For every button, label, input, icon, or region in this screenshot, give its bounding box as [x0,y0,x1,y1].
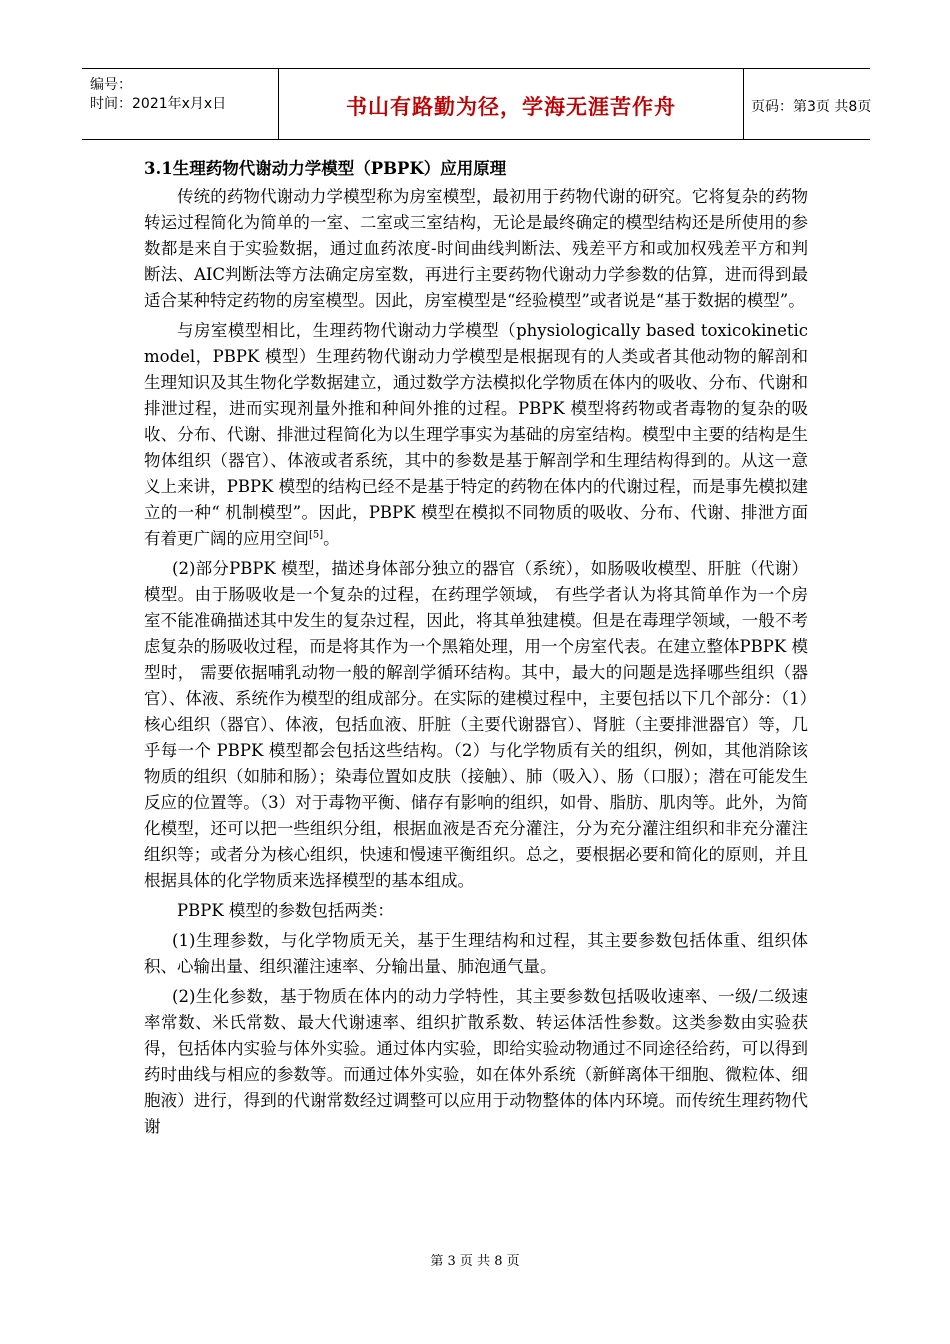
paragraph-pbpk-text: 与房室模型相比，生理药物代谢动力学模型（physiologically based toxicokinetic model，PBPK 模型）生理药物代谢动力学模型是根据现有的人类或者其他动物的解剖和生理知识及其生物化学数据建立，通过数学方法模拟化学物质在体内的吸收、分布、代谢和排泄过程，进而实现剂量外推和种间外推的过程。PBPK 模型将药物或者毒物的复杂的吸收、分布、代谢、排泄过程简化为以生理学事实为基础的房室结构。模型中主要的结构是生物体组织（器官）、体液或者系统，其中的参数是基于解剖学和生理结构得到的。从这一意义上来讲，PBPK 模型的结构已经不是基于特定的药物在体内的代谢过程，而是事先模拟建立的一种“ 机制模型”。因此，PBPK 模型在模拟不同物质的吸收、分布、代谢、排泄方面有着更广阔的应用空间 [144,321,808,548]
page-footer [0,1250,950,1269]
paragraph-parameters-intro: PBPK 模型的参数包括两类： [177,901,394,920]
paragraph-partial-pbpk: (2)部分PBPK 模型，描述身体部分独立的器官（系统），如肠吸收模型、肝脏（代谢）模型。由于肠吸收是一个复杂的过程，在药理学领域， 有些学者认为将其简单作为一个房室不能准确描述其中发生的复杂过程，因此，将其单独建模。但是在毒理学领域，一般不考虑复杂的肠吸收过程，而是将其作为一个黑箱处理，用一个房室代表。在建立整体PBPK 模型时， 需要依据哺乳动物一般的解剖学循环结构。其中，最大的问题是选择哪些组织（器官）、体液、系统作为模型的组成部分。在实际的建模过程中，主要包括以下几个部分：（1）核心组织（器官）、体液，包括血液、肝脏（主要代谢器官）、肾脏（主要排泄器官）等，几乎每一个 PBPK 模型都会包括这些结构。（2）与化学物质有关的组织，例如，其他消除该物质的组织（如肺和肠）；染毒位置如皮肤（接触）、肺（吸入）、肠（口服）；潜在可能发生反应的位置等。（3）对于毒物平衡、储存有影响的组织，如骨、脂肪、肌肉等。此外，为简化模型，还可以把一些组织分组，根据血液是否充分灌注，分为充分灌注组织和非充分灌注组织等；或者分为核心组织，快速和慢速平衡组织。总之，要根据必要和简化的原则，并且根据具体的化学物质来选择模型的基本组成。 [144,559,808,890]
document-body [144,156,808,1140]
document-code-label: 编号： [90,77,132,93]
header-page-number: 页码：第3页 共8页 [751,99,872,115]
header-motto-cell [278,69,744,139]
document-date-label: 时间：2021年x月x日 [90,96,227,112]
paragraph-pbpk-definition [144,318,808,552]
header-motto: 书山有路勤为径，学海无涯苦作舟 [346,95,676,119]
paragraph-biochemical-params: (2)生化参数，基于物质在体内的动力学特性，其主要参数包括吸收速率、一级/二级速率常数、米氏常数、最大代谢速率、组织扩散系数、转运体活性参数。这类参数由实验获得，包括体内实验与体外实验。通过体内实验，即给实验动物通过不同途径给药，可以得到药时曲线与相应的参数等。而通过体外实验，如在体外系统（新鲜离体干细胞、微粒体、细胞液）进行，得到的代谢常数经过调整可以应用于动物整体的体内环境。而传统生理药物代谢 [144,987,808,1136]
footer-page-number: 第 3 页 共 8 页 [430,1254,520,1269]
section-heading: 3.1生理药物代谢动力学模型（PBPK）应用原理 [144,159,507,178]
paragraph-physiological-params: (1)生理参数，与化学物质无关，基于生理结构和过程，其主要参数包括体重、组织体积、心输出量、组织灌注速率、分输出量、肺泡通气量。 [144,931,808,976]
header-page-cell [743,69,870,139]
header-meta-cell [82,69,278,139]
paragraph-compartment-model: 传统的药物代谢动力学模型称为房室模型，最初用于药物代谢的研究。它将复杂的药物转运过程简化为简单的一室、二室或三室结构，无论是最终确定的模型结构还是所使用的参数都是来自于实验数据，通过血药浓度-时间曲线判断法、残差平方和或加权残差平方和判断法、AIC判断法等方法确定房室数，再进行主要药物代谢动力学参数的估算，进而得到最适合某种特定药物的房室模型。因此，房室模型是“经验模型”或者说是“基于数据的模型”。 [144,187,808,310]
paragraph-pbpk-tail: 。 [323,529,340,548]
citation-ref: [5] [309,529,324,541]
page-header [82,68,870,140]
